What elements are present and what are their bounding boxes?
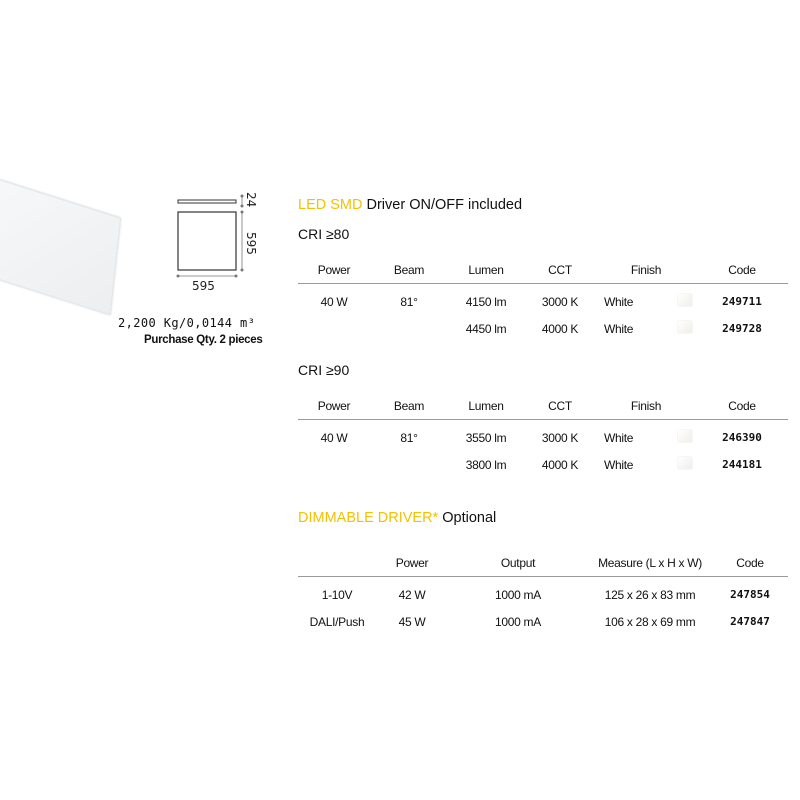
header-lumen: Lumen [448,393,524,420]
cell-beam: 81° [400,430,418,445]
led-section-title [298,197,522,213]
cell-output: 1000 mA [495,587,541,602]
header-code: Code [712,550,788,577]
dimension-width: 595 [192,279,215,293]
cell-finish [596,420,696,452]
cell-cct: 4000 K [541,321,579,336]
product-thumbnail [0,177,121,315]
dimmable-title-accent: DIMMABLE DRIVER* [298,510,439,526]
cell-lumen: 3800 lm [465,457,507,472]
cell-lumen: 4450 lm [465,321,507,336]
finish-swatch [678,294,692,306]
dimmable-table [298,550,788,635]
cell-power: 40 W [320,294,348,309]
cell-code: 247847 [730,615,770,628]
finish-swatch [678,430,692,442]
header-lumen: Lumen [448,257,524,284]
header-power: Power [376,550,448,577]
cell-cct: 4000 K [541,457,579,472]
header-finish: Finish [596,393,696,420]
panel-profile [178,200,236,203]
cell-output: 1000 mA [495,614,541,629]
cell-measure: 125 x 26 x 83 mm [604,587,696,602]
cell-power [298,315,370,342]
finish-label: White [604,295,634,309]
table-row [298,315,788,342]
header-finish: Finish [596,257,696,284]
table-row [298,577,788,609]
table-header-row [298,257,788,284]
cell-power: 45 W [398,614,426,629]
header-beam: Beam [370,393,448,420]
dimension-depth: 595 [244,232,258,255]
table-row [298,420,788,452]
finish-label: White [604,431,634,445]
purchase-quantity: Purchase Qty. 2 pieces [144,334,263,346]
cell-code: 247854 [730,588,770,601]
cri-80-label: CRI ≥80 [298,226,350,242]
table-row [298,284,788,316]
table-header-row [298,550,788,577]
header-code: Code [696,257,788,284]
table-header-row [298,393,788,420]
panel-square [178,212,236,270]
header-type [298,550,376,577]
dimmable-section-title [298,510,496,526]
cell-power [298,451,370,478]
cell-code: 244181 [722,458,762,471]
table-row [298,451,788,478]
cell-finish [596,284,696,316]
cell-beam [370,315,448,342]
cell-code: 249711 [722,295,762,308]
header-power: Power [298,257,370,284]
cell-cct: 3000 K [541,294,579,309]
cell-lumen: 4150 lm [465,294,507,309]
led-title-rest: Driver ON/OFF included [366,197,523,213]
header-cct: CCT [524,393,596,420]
cell-code: 246390 [722,431,762,444]
cell-code: 249728 [722,322,762,335]
cell-cct: 3000 K [541,430,579,445]
cell-power: 40 W [320,430,348,445]
dimmable-title-rest: Optional [442,510,497,526]
finish-swatch [678,457,692,469]
table-row [298,608,788,635]
led-table-cri90 [298,393,788,478]
cell-lumen: 3550 lm [465,430,507,445]
dimension-height: 24 [244,192,258,208]
cell-type: 1-10V [321,587,353,602]
cell-measure: 106 x 28 x 69 mm [604,614,696,629]
weight-volume: 2,200 Kg/0,0144 m³ [118,316,256,330]
cell-power: 42 W [398,587,426,602]
led-title-accent: LED SMD [298,197,363,213]
header-power: Power [298,393,370,420]
cell-beam: 81° [400,294,418,309]
cri-90-label: CRI ≥90 [298,362,350,378]
header-measure: Measure (L x H x W) [588,550,712,577]
header-code: Code [696,393,788,420]
finish-swatch [678,321,692,333]
header-output: Output [448,550,588,577]
finish-label: White [604,458,634,472]
cell-finish [596,451,696,478]
header-cct: CCT [524,257,596,284]
led-table-cri80 [298,257,788,342]
cell-beam [370,451,448,478]
header-beam: Beam [370,257,448,284]
cell-type: DALI/Push [309,614,365,629]
finish-label: White [604,322,634,336]
cell-finish [596,315,696,342]
